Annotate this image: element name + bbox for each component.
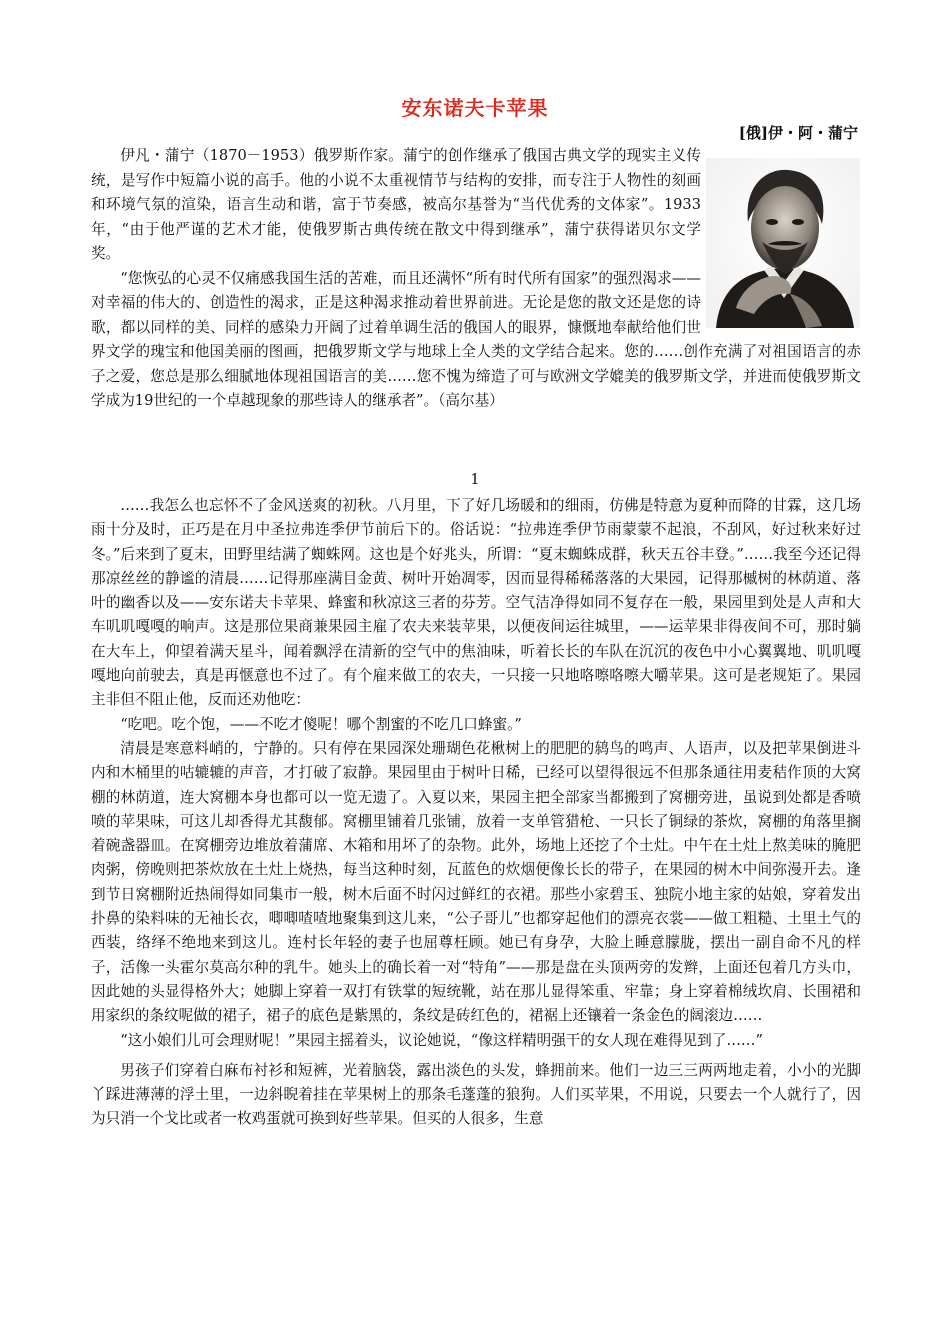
intro-paragraph: 伊凡・蒲宁（1870－1953）俄罗斯作家。蒲宁的创作继承了俄国古典文学的现实主义传统，是写作中短篇小说的高手。他的小说不太重视情节与结构的安排，而专注于人物性的刻画和环境气氛的渲染，语言生动和谐，富于节奏感，被高尔基誉为“当代优秀的文体家”。1933年，“由于他严谨的艺术才能，使俄罗斯古典传统在散文中得到继承”，蒲宁获得诺贝尔文学奖。 [91,147,701,262]
body-paragraph: ……我怎么也忘怀不了金风送爽的初秋。八月里，下了好几场暖和的细雨，仿佛是特意为夏种而降的甘霖，这几场雨十分及时，正巧是在月中圣拉弗连季伊节前后下的。俗话说：“拉弗连季伊节雨蒙蒙不起浪，不刮风，好过秋来好过冬。”后来到了夏末，田野里结满了蜘蛛网。这也是个好兆头，所谓：“夏末蜘蛛成群，秋天五谷丰登。”……我至今还记得那凉丝丝的静谧的清晨……记得那座满目金黄、树叶开始凋零，因而显得稀稀落落的大果园，记得那槭树的林荫道、落叶的幽香以及——安东诺夫卡苹果、蜂蜜和秋凉这三者的芬芳。空气洁净得如同不复存在一般，果园里到处是人声和大车叽叽嘎嘎的响声。这是那位果商兼果园主雇了农夫来装苹果，以便夜间运往城里，——运苹果非得夜间不可，那时躺在大车上，仰望着满天星斗，闻着飘浮在清新的空气中的焦油味，听着长长的车队在沉沉的夜色中小心翼翼地、叽叽嘎嘎地向前驶去，真是再惬意也不过了。有个雇来做工的农夫，一只接一只地咯嚓咯嚓大嚼苹果。这可是老规矩了。果园主非但不阻止他，反而还劝他吃： [91,497,861,709]
author-introduction [91,144,861,414]
body-paragraph: 男孩子们穿着白麻布衬衫和短裤，光着脑袋，露出淡色的头发，蜂拥前来。他们一边三三两两地走着，小小的光脚丫踩进薄薄的浮土里，一边斜睨着挂在苹果树上的那条毛蓬蓬的狼狗。人们买苹果，不用说，只要去一个人就行了，因为只消一个戈比或者一枚鸡蛋就可换到好些苹果。但买的人很多，生意 [91,1061,861,1128]
article-title: 安东诺夫卡苹果 [401,96,549,120]
article-body [91,494,861,1132]
body-paragraph: “吃吧。吃个饱，——不吃才傻呢！哪个割蜜的不吃几口蜂蜜。” [120,715,522,733]
body-paragraph: 清晨是寒意料峭的，宁静的。只有停在果园深处珊瑚色花楸树上的肥肥的鸫鸟的鸣声、人语声，以及把苹果倒进斗内和木桶里的咕辘辘的声音，才打破了寂静。果园里由于树叶日稀，已经可以望得很远不但那条通往用麦秸作顶的大窝棚的林荫道，连大窝棚本身也都可以一览无遗了。入夏以来，果园主把全部家当都搬到了窝棚旁进，虽说到处都是香喷喷的苹果味，可这儿却香得尤其馥郁。窝棚里铺着几张铺，放着一支单管猎枪、一只长了铜绿的茶炊，窝棚的角落里搁着碗盏器皿。在窝棚旁边堆放着蒲席、木箱和用坏了的杂物。此外，场地上还挖了个土灶。中午在土灶上熬美味的腌肥肉粥，傍晚则把茶炊放在土灶上烧热，每当这种时刻，瓦蓝色的炊烟便像长长的带子，在果园的树木中间弥漫开去。逢到节日窝棚附近热闹得如同集市一般，树木后面不时闪过鲜红的衣裙。那些小家碧玉、独院小地主家的姑娘，穿着发出扑鼻的染料味的无袖长衣，唧唧喳喳地聚集到这儿来，“公子哥儿”也都穿起他们的漂亮衣裳——做工粗糙、土里土气的西装，络绎不绝地来到这儿。连村长年轻的妻子也屈尊枉顾。她已有身孕，大脸上睡意朦胧，摆出一副自命不凡的样子，活像一头霍尔莫高尔种的乳牛。她头上的确长着一对“特角”——那是盘在头顶两旁的发辫，上面还包着几方头巾，因此她的头显得格外大；她脚上穿着一双打有铁掌的短统靴，站在那儿显得笨重、牢靠；身上穿着棉绒坎肩、长围裙和用家织的条纹呢做的裙子，裙子的底色是紫黑的，条纹是砖红色的，裙裾上还镶着一条金色的阔滚边…… [91,739,861,1025]
body-paragraph: “这小娘们儿可会理财呢！”果园主摇着头，议论她说，“像这样精明强干的女人现在难得见到了……” [120,1031,763,1049]
portrait-float-spacer [701,144,861,340]
section-number: 1 [470,472,480,488]
intro-paragraph: “您恢弘的心灵不仅痛感我国生活的苦难，而且还满怀“所有时代所有国家”的强烈渴求——对幸福的伟大的、创造性的渴求，正是这种渴求推动着世界前进。无论是您的散文还是您的诗歌，都以同样的美、同样的感染力开阔了过着单调生活的俄国人的眼界，慷慨地奉献给他们世界文学的瑰宝和他国美丽的图画，把俄罗斯文学与地球上全人类的文学结合起来。您的……创作充满了对祖国语言的赤子之爱，您总是那么细腻地体现祖国语言的美……您不愧为缔造了可与欧洲文学媲美的俄罗斯文学，并进而使俄罗斯文学成为19世纪的一个卓越现象的那些诗人的继承者”。（高尔基） [91,269,861,409]
author-byline: [俄]伊・阿・蒲宁 [738,124,858,142]
